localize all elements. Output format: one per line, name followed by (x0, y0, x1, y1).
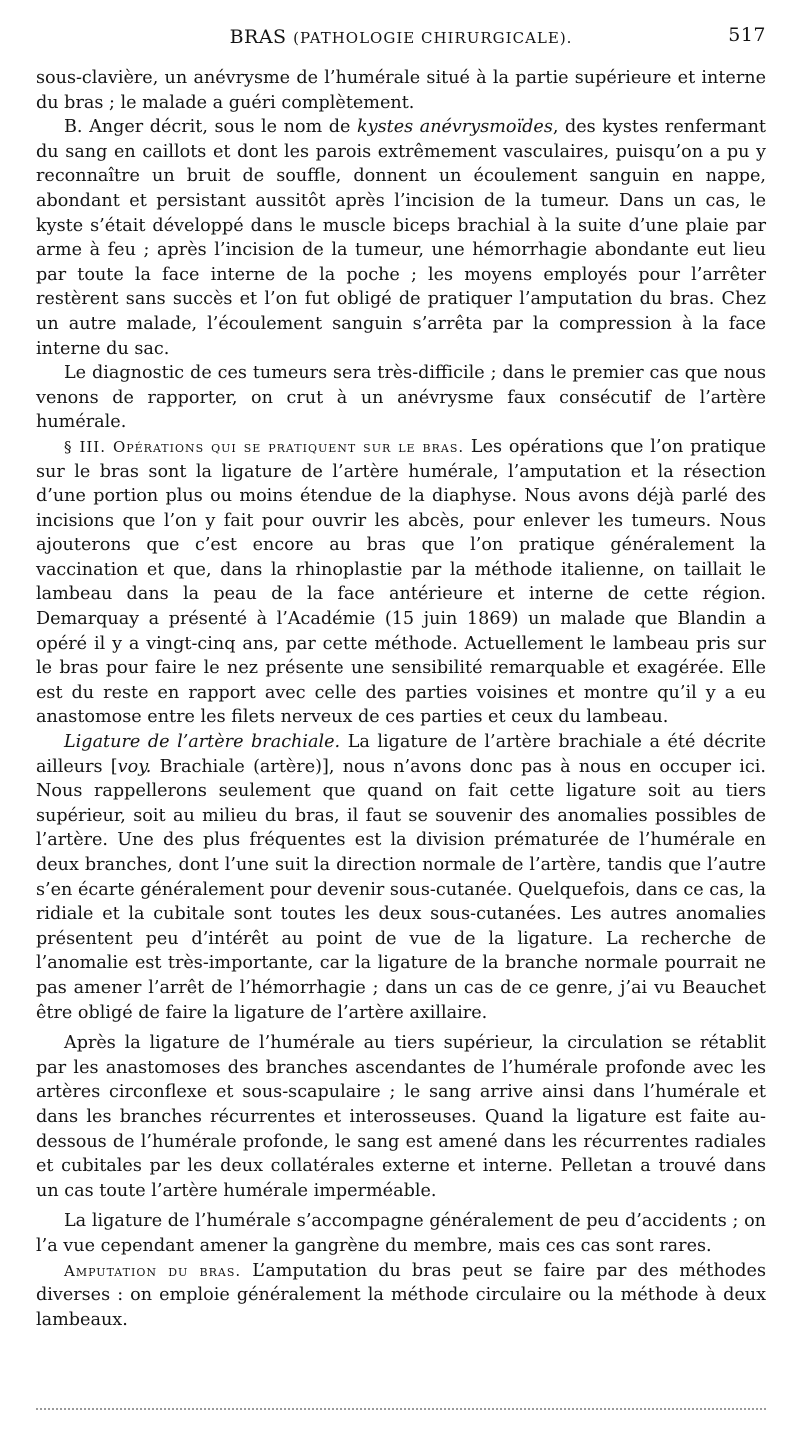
body-text (36, 66, 766, 1332)
paragraph-3: Le diagnostic de ces tumeurs sera très-difficile ; dans le premier cas que nous venons de rapporter, on crut à un anévrysme faux consécutif de l’artère humérale. (36, 363, 766, 433)
paragraph-5: Ligature de l’artère brachiale. La ligature de l’artère brachiale a été décrite ailleurs [voy. Brachiale (artère)], nous n’avons donc pas à nous en occuper ici. Nous rappellerons seulement que quand on fait cette ligature soit au tiers supérieur, soit au milieu du bras, il faut se souvenir des anomalies possibles de l’artère. Une des plus fréquentes est la division prématurée de l’humérale en deux branches, dont l’une suit la direction normale de l’artère, tandis que l’autre s’en écarte généralement pour devenir sous-cutanée. Quelquefois, dans ce cas, la ridiale et la cubitale sont toutes les deux sous-cutanées. Les autres anomalies présentent peu d’intérêt au point de vue de la ligature. La recherche de l’anomalie est très-importante, car la ligature de la branche normale pourrait ne pas amener l’arrêt de l’hémorrhagie ; dans un cas de ce genre, j’ai vu Beauchet être obligé de faire la ligature de l’artère axillaire. (36, 732, 766, 1023)
page-number: 517 (728, 24, 766, 46)
paragraph-7: La ligature de l’humérale s’accompagne généralement de peu d’accidents ; on l’a vue cependant amener la gangrène du membre, mais ces cas sont rares. (36, 1211, 766, 1256)
paragraph-1: sous-clavière, un anévrysme de l’humérale situé à la partie supérieure et interne du bras ; le malade a guéri complètement. (36, 68, 766, 113)
paragraph-6: Après la ligature de l’humérale au tiers supérieur, la circulation se rétablit par les anastomoses des branches ascendantes de l’humérale profonde avec les artères circonflexe et sous-scapulaire ; le sang arrive ainsi dans l’humérale et dans les branches récurrentes et interosseuses. Quand la ligature est faite au-dessous de l’humérale profonde, le sang est amené dans les récurrentes radiales et cubitales par les deux collatérales externe et interne. Pelletan a trouvé dans un cas toute l’artère humérale imperméable. (36, 1033, 766, 1201)
section-heading: § III. Opérations qui se pratiquent sur le bras. (64, 437, 465, 456)
running-header (36, 22, 766, 58)
paragraph-2: B. Anger décrit, sous le nom de kystes anévrysmoïdes, des kystes renfermant du sang en caillots et dont les parois extrêmement vasculaires, puisqu’on a pu y reconnaître un bruit de souffle, donnent un écoulement sanguin en nappe, abondant et persistant aussitôt après l’incision de la tumeur. Dans un cas, le kyste s’était développé dans le muscle biceps brachial à la suite d’une plaie par arme à feu ; après l’incision de la tumeur, une hémorrhagie abondante eut lieu par toute la face interne de la poche ; les moyens employés pour l’arrêter restèrent sans succès et l’on fut obligé de pratiquer l’amputation du bras. Chez un autre malade, l’écoulement sanguin s’arrêta par la compression à la face interne du sac. (36, 117, 766, 359)
amputation-heading: Amputation du bras. (64, 1261, 242, 1280)
header-title (36, 26, 766, 48)
italic-term: kystes anévrysmoïdes (357, 117, 553, 138)
header-title-main: BRAS (229, 26, 287, 48)
bottom-dotted-rule (36, 1408, 766, 1414)
paragraph-4: § III. Opérations qui se pratiquent sur le bras. Les opérations que l’on pratique sur le bras sont la ligature de l’artère humérale, l’amputation et la résection d’une portion plus ou moins étendue de la diaphyse. Nous avons déjà parlé des incisions que l’on y fait pour ouvrir les abcès, pour enlever les tumeurs. Nous ajouterons que c’est encore au bras que l’on pratique généralement la vaccination et que, dans la rhinoplastie par la méthode italienne, on taillait le lambeau dans la peau de la face antérieure et interne de cette région. Demarquay a présenté à l’Académie (15 juin 1869) un malade que Blandin a opéré il y a vingt-cinq ans, par cette méthode. Actuellement le lambeau pris sur le bras pour faire le nez présente une sensibilité remarquable et exagérée. Elle est du reste en rapport avec celle des parties voisines et montre qu’il y a eu anastomose entre les filets nerveux de ces parties et ceux du lambeau. (36, 436, 766, 728)
paragraph-8: Amputation du bras. L’amputation du bras peut se faire par des méthodes diverses : on emploie généralement la méthode circulaire ou la méthode à deux lambeaux. (36, 1260, 766, 1330)
header-title-sub: (PATHOLOGIE CHIRURGICALE). (293, 29, 573, 47)
subsection-heading: Ligature de l’artère brachiale. (64, 732, 341, 753)
page (36, 22, 766, 1330)
